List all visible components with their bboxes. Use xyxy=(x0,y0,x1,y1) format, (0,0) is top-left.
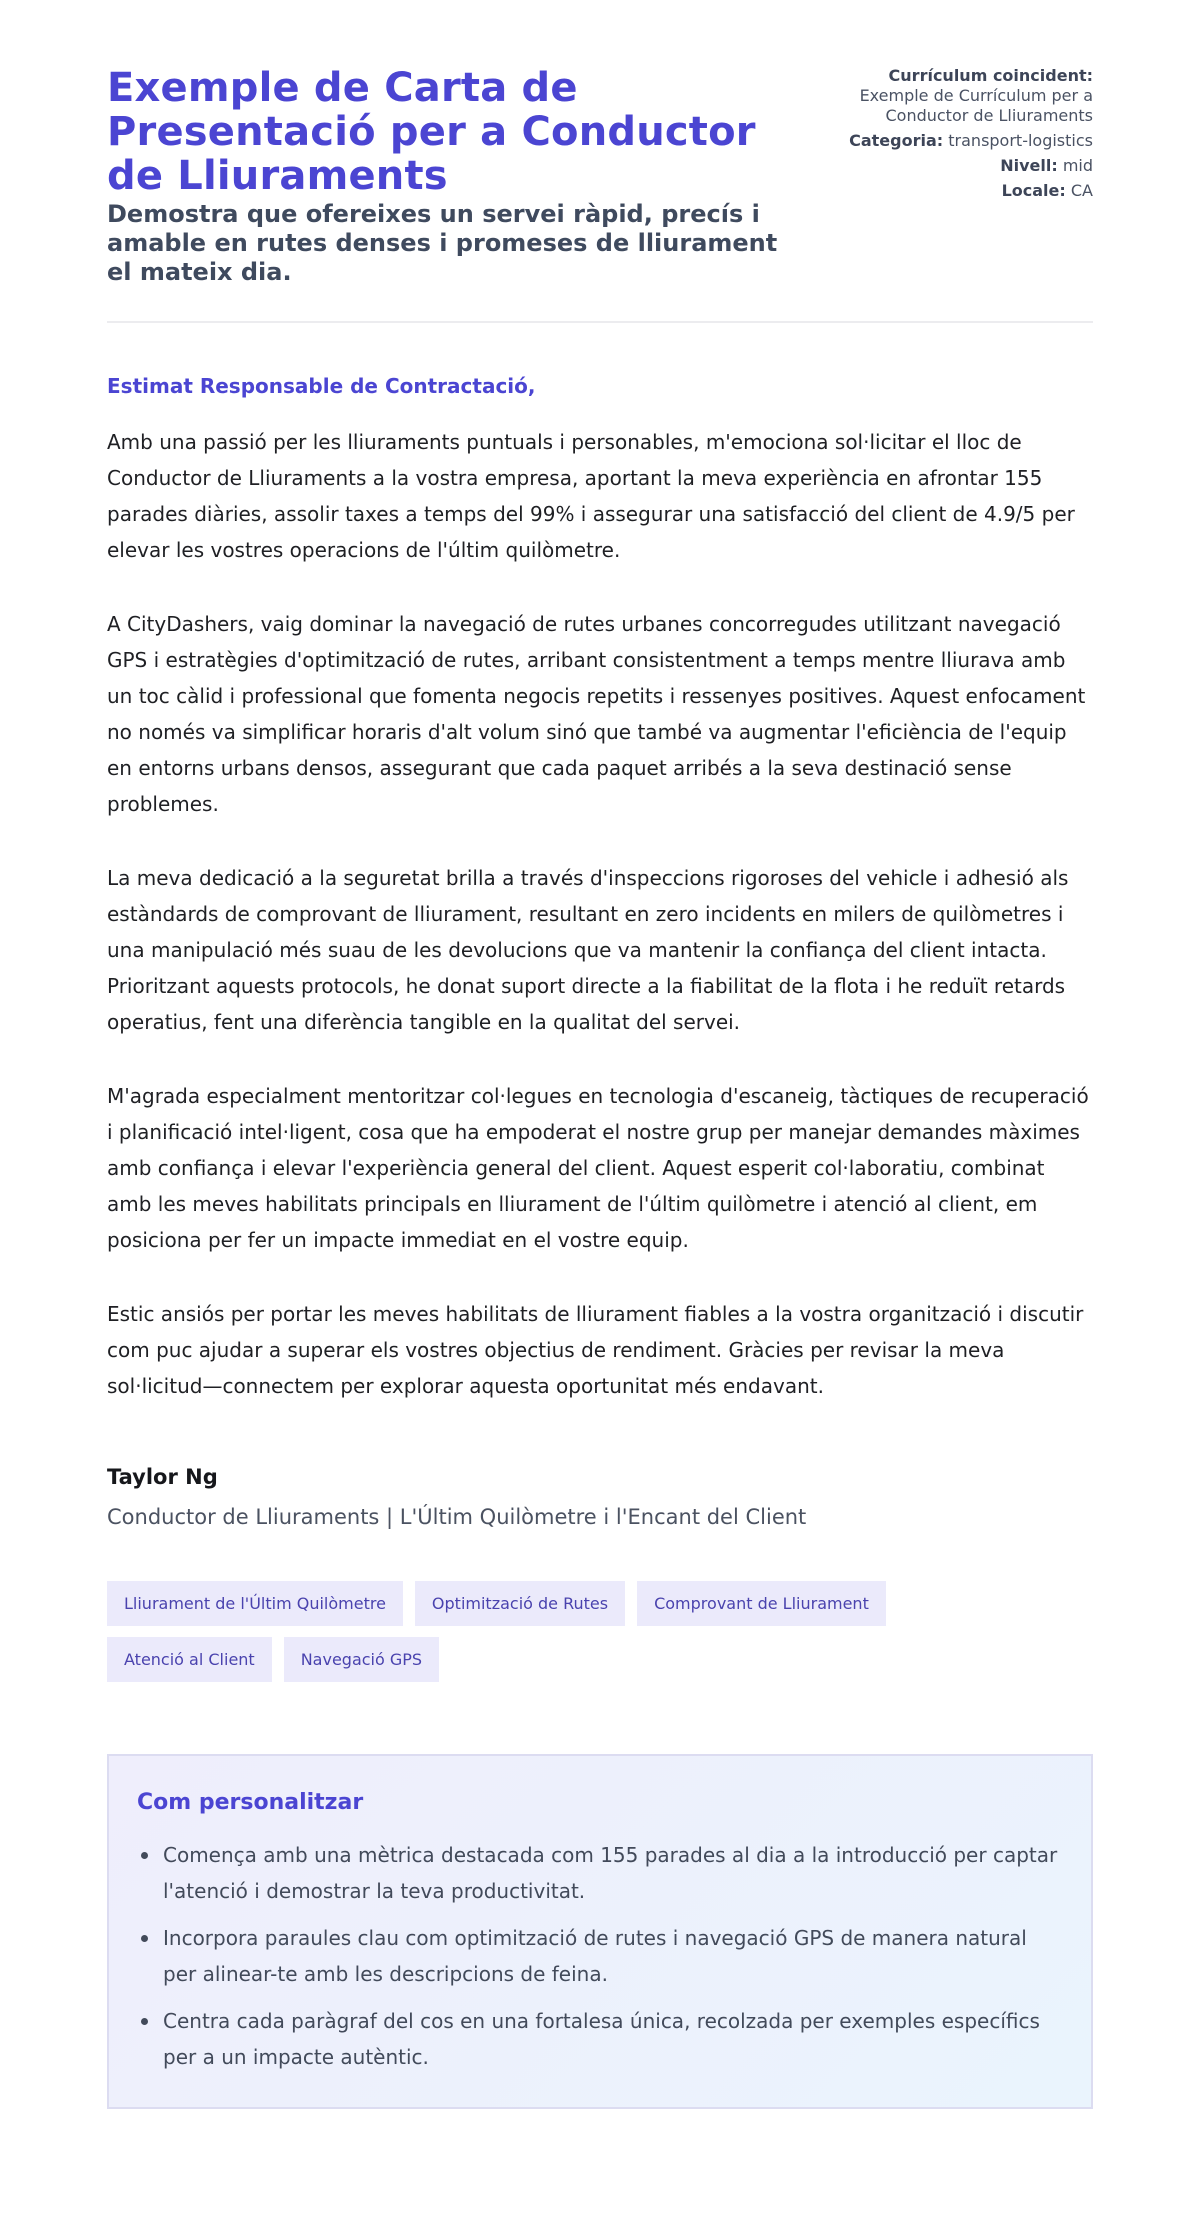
letter-paragraph: La meva dedicació a la seguretat brilla a través d'inspeccions rigoroses del vehicle i adhesió als estàndards de comprovant de lliurament, resultant en zero incidents en milers de quilòmetres i una manipulació més suau de les devolucions que va mantenir la confiança del client intacta. Prioritzant aquests protocols, he donat suport directe a la fiabilitat de la flota i he reduït retards operatius, fent una diferència tangible en la qualitat del servei. xyxy=(107,866,1069,1034)
meta-matching-resume-label: Currículum coincident: xyxy=(888,66,1093,85)
tips-list xyxy=(137,1837,1063,2075)
meta-locale-value: CA xyxy=(1070,181,1093,200)
tips-item-text: Comença amb una mètrica destacada com 155 parades al dia a la introducció per captar l'atenció i demostrar la teva productivitat. xyxy=(163,1843,1058,1903)
meta-level-value: mid xyxy=(1062,156,1093,175)
tips-item-text: Incorpora paraules clau com optimització de rutes i navegació GPS de manera natural per alinear-te amb les descripcions de feina. xyxy=(163,1926,1027,1986)
header-titles xyxy=(107,66,787,287)
customization-tips-box xyxy=(107,1754,1093,2109)
meta-category xyxy=(793,131,1093,151)
tips-list-item xyxy=(137,1837,1063,1909)
meta-level xyxy=(793,156,1093,176)
bullet-icon xyxy=(141,1935,148,1942)
letter-greeting: Estimat Responsable de Contractació, xyxy=(107,374,536,398)
skill-tag: Navegació GPS xyxy=(284,1637,439,1682)
letter-paragraph: Estic ansiós per portar les meves habilitats de lliurament fiables a la vostra organització i discutir com puc ajudar a superar els vostres objectius de rendiment. Gràcies per revisar la meva sol·licitud—connectem per explorar aquesta oportunitat més endavant. xyxy=(107,1302,1084,1398)
tips-item-text: Centra cada paràgraf del cos en una fortalesa única, recolzada per exemples específics per a un impacte autèntic. xyxy=(163,2009,1040,2069)
meta-panel xyxy=(793,66,1093,206)
page-subtitle: Demostra que ofereixes un servei ràpid, precís i amable en rutes denses i promeses de lliurament el mateix dia. xyxy=(107,200,778,286)
meta-locale-label: Locale: xyxy=(1001,181,1066,200)
letter-paragraph: A CityDashers, vaig dominar la navegació de rutes urbanes concorregudes utilitzant navegació GPS i estratègies d'optimització de rutes, arribant consistentment a temps mentre lliurava amb un toc càlid i professional que fomenta negocis repetits i ressenyes positives. Aquest enfocament no només va simplificar horaris d'alt volum sinó que també va augmentar l'eficiència de l'equip en entorns urbans densos, assegurant que cada paquet arribés a la seva destinació sense problemes. xyxy=(107,612,1086,816)
bullet-icon xyxy=(141,1852,148,1859)
letter-body xyxy=(107,424,1093,1404)
skill-tag: Optimització de Rutes xyxy=(415,1581,625,1626)
page-title: Exemple de Carta de Presentació per a Conductor de Lliuraments xyxy=(107,65,756,199)
tips-title: Com personalitzar xyxy=(137,1790,364,1815)
skill-tag: Lliurament de l'Últim Quilòmetre xyxy=(107,1581,403,1626)
signature-name: Taylor Ng xyxy=(107,1465,218,1489)
signature-title: Conductor de Lliuraments | L'Últim Quilòmetre i l'Encant del Client xyxy=(107,1505,807,1529)
page-header xyxy=(107,66,1093,323)
letter-paragraph: Amb una passió per les lliuraments puntuals i personables, m'emociona sol·licitar el lloc de Conductor de Lliuraments a la vostra empresa, aportant la meva experiència en afrontar 155 parades diàries, assolir taxes a temps del 99% i assegurar una satisfacció del client de 4.9/5 per elevar les vostres operacions de l'últim quilòmetre. xyxy=(107,430,1075,562)
skill-tags xyxy=(107,1581,1007,1682)
meta-matching-resume-value: Exemple de Currículum per a Conductor de Lliuraments xyxy=(859,86,1093,125)
skill-tag: Comprovant de Lliurament xyxy=(637,1581,886,1626)
tips-list-item xyxy=(137,2003,1063,2075)
meta-matching-resume xyxy=(793,66,1093,126)
meta-category-label: Categoria: xyxy=(849,131,944,150)
letter-paragraph: M'agrada especialment mentoritzar col·legues en tecnologia d'escaneig, tàctiques de recuperació i planificació intel·ligent, cosa que ha empoderat el nostre grup per manejar demandes màximes amb confiança i elevar l'experiència general del client. Aquest esperit col·laboratiu, combinat amb les meves habilitats principals en lliurament de l'últim quilòmetre i atenció al client, em posiciona per fer un impacte immediat en el vostre equip. xyxy=(107,1084,1089,1252)
skill-tag: Atenció al Client xyxy=(107,1637,272,1682)
meta-category-value: transport-logistics xyxy=(948,131,1093,150)
meta-locale xyxy=(793,181,1093,201)
meta-level-label: Nivell: xyxy=(1000,156,1058,175)
signature-block xyxy=(107,1463,1093,1531)
tips-list-item xyxy=(137,1920,1063,1992)
bullet-icon xyxy=(141,2018,148,2025)
